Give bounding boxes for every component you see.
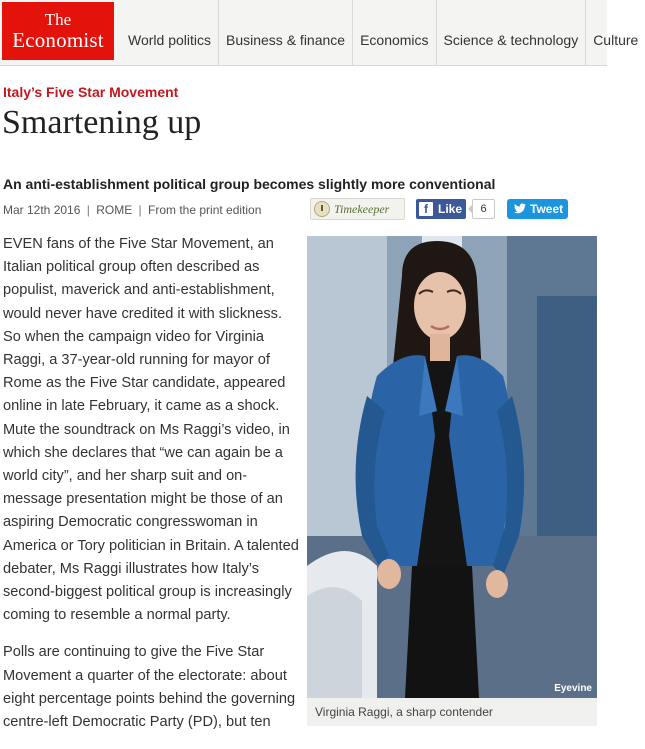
woman-portrait-illustration (307, 236, 597, 698)
twitter-bird-icon (514, 203, 526, 214)
logo-line-1: The (44, 10, 72, 29)
article-meta (3, 203, 261, 217)
timekeeper-button[interactable] (310, 198, 405, 220)
facebook-like-label: Like (438, 202, 463, 216)
nav-item-economics[interactable]: Economics (352, 0, 435, 66)
timekeeper-clock-icon (314, 201, 330, 217)
photo-caption: Virginia Raggi, a sharp contender (315, 705, 493, 719)
article-paragraph: Polls are continuing to give the Five Star Movement a quarter of the electorate: about eight percentage points behind the governing centre-left Democratic Party (PD), but ten (3, 644, 296, 731)
article-body (3, 233, 299, 748)
facebook-like-button[interactable] (416, 199, 466, 219)
nav-item-science-technology[interactable]: Science & technology (436, 0, 586, 66)
tweet-label: Tweet (530, 202, 564, 216)
top-navigation (0, 0, 639, 66)
nav-item-world-politics[interactable]: World politics (128, 32, 211, 48)
article-headline: Smartening up (2, 104, 202, 141)
nav-item-business-finance[interactable]: Business & finance (218, 0, 352, 66)
nav-item-culture[interactable]: Culture (585, 0, 645, 66)
meta-separator: | (138, 203, 142, 217)
article-flytitle[interactable]: Italy’s Five Star Movement (3, 84, 179, 100)
article-paragraph: EVEN fans of the Five Star Movement, an Italian political group often described as populist, maverick and anti-establishment, would never have credited it with slickness. So when the campaign video for Virginia Raggi, a 37-year-old running for mayor of Rome as the Five Star candidate, appeared online in late February, it came as a shock. Mute the soundtrack on Ms Raggi’s video, in which she declares that “we can again be a world city”, and her sharp suit and on-message presentation might be those of an aspiring Democratic congresswoman in America or Tory politician in Britain. A talented debater, Ms Raggi illustrates how Italy’s second-biggest political group is increasingly coming to resemble a normal party. (3, 236, 299, 624)
article-location: ROME (96, 203, 133, 217)
article-rubric: An anti-establishment political group becomes slightly more conventional (3, 176, 496, 192)
facebook-like-count: 6 (472, 199, 495, 219)
meta-separator: | (86, 203, 90, 217)
nav-menu (114, 0, 645, 66)
article-date: Mar 12th 2016 (3, 203, 81, 217)
article-photo (307, 236, 597, 698)
photo-credit: Eyevine (554, 683, 592, 694)
logo-line-2: Economist (12, 28, 104, 52)
facebook-icon: f (419, 202, 433, 216)
print-edition-link[interactable]: From the print edition (148, 203, 262, 217)
article-figure (307, 236, 597, 726)
economist-logo[interactable] (2, 2, 114, 60)
timekeeper-label: Timekeeper (334, 202, 390, 216)
tweet-button[interactable] (507, 199, 568, 219)
